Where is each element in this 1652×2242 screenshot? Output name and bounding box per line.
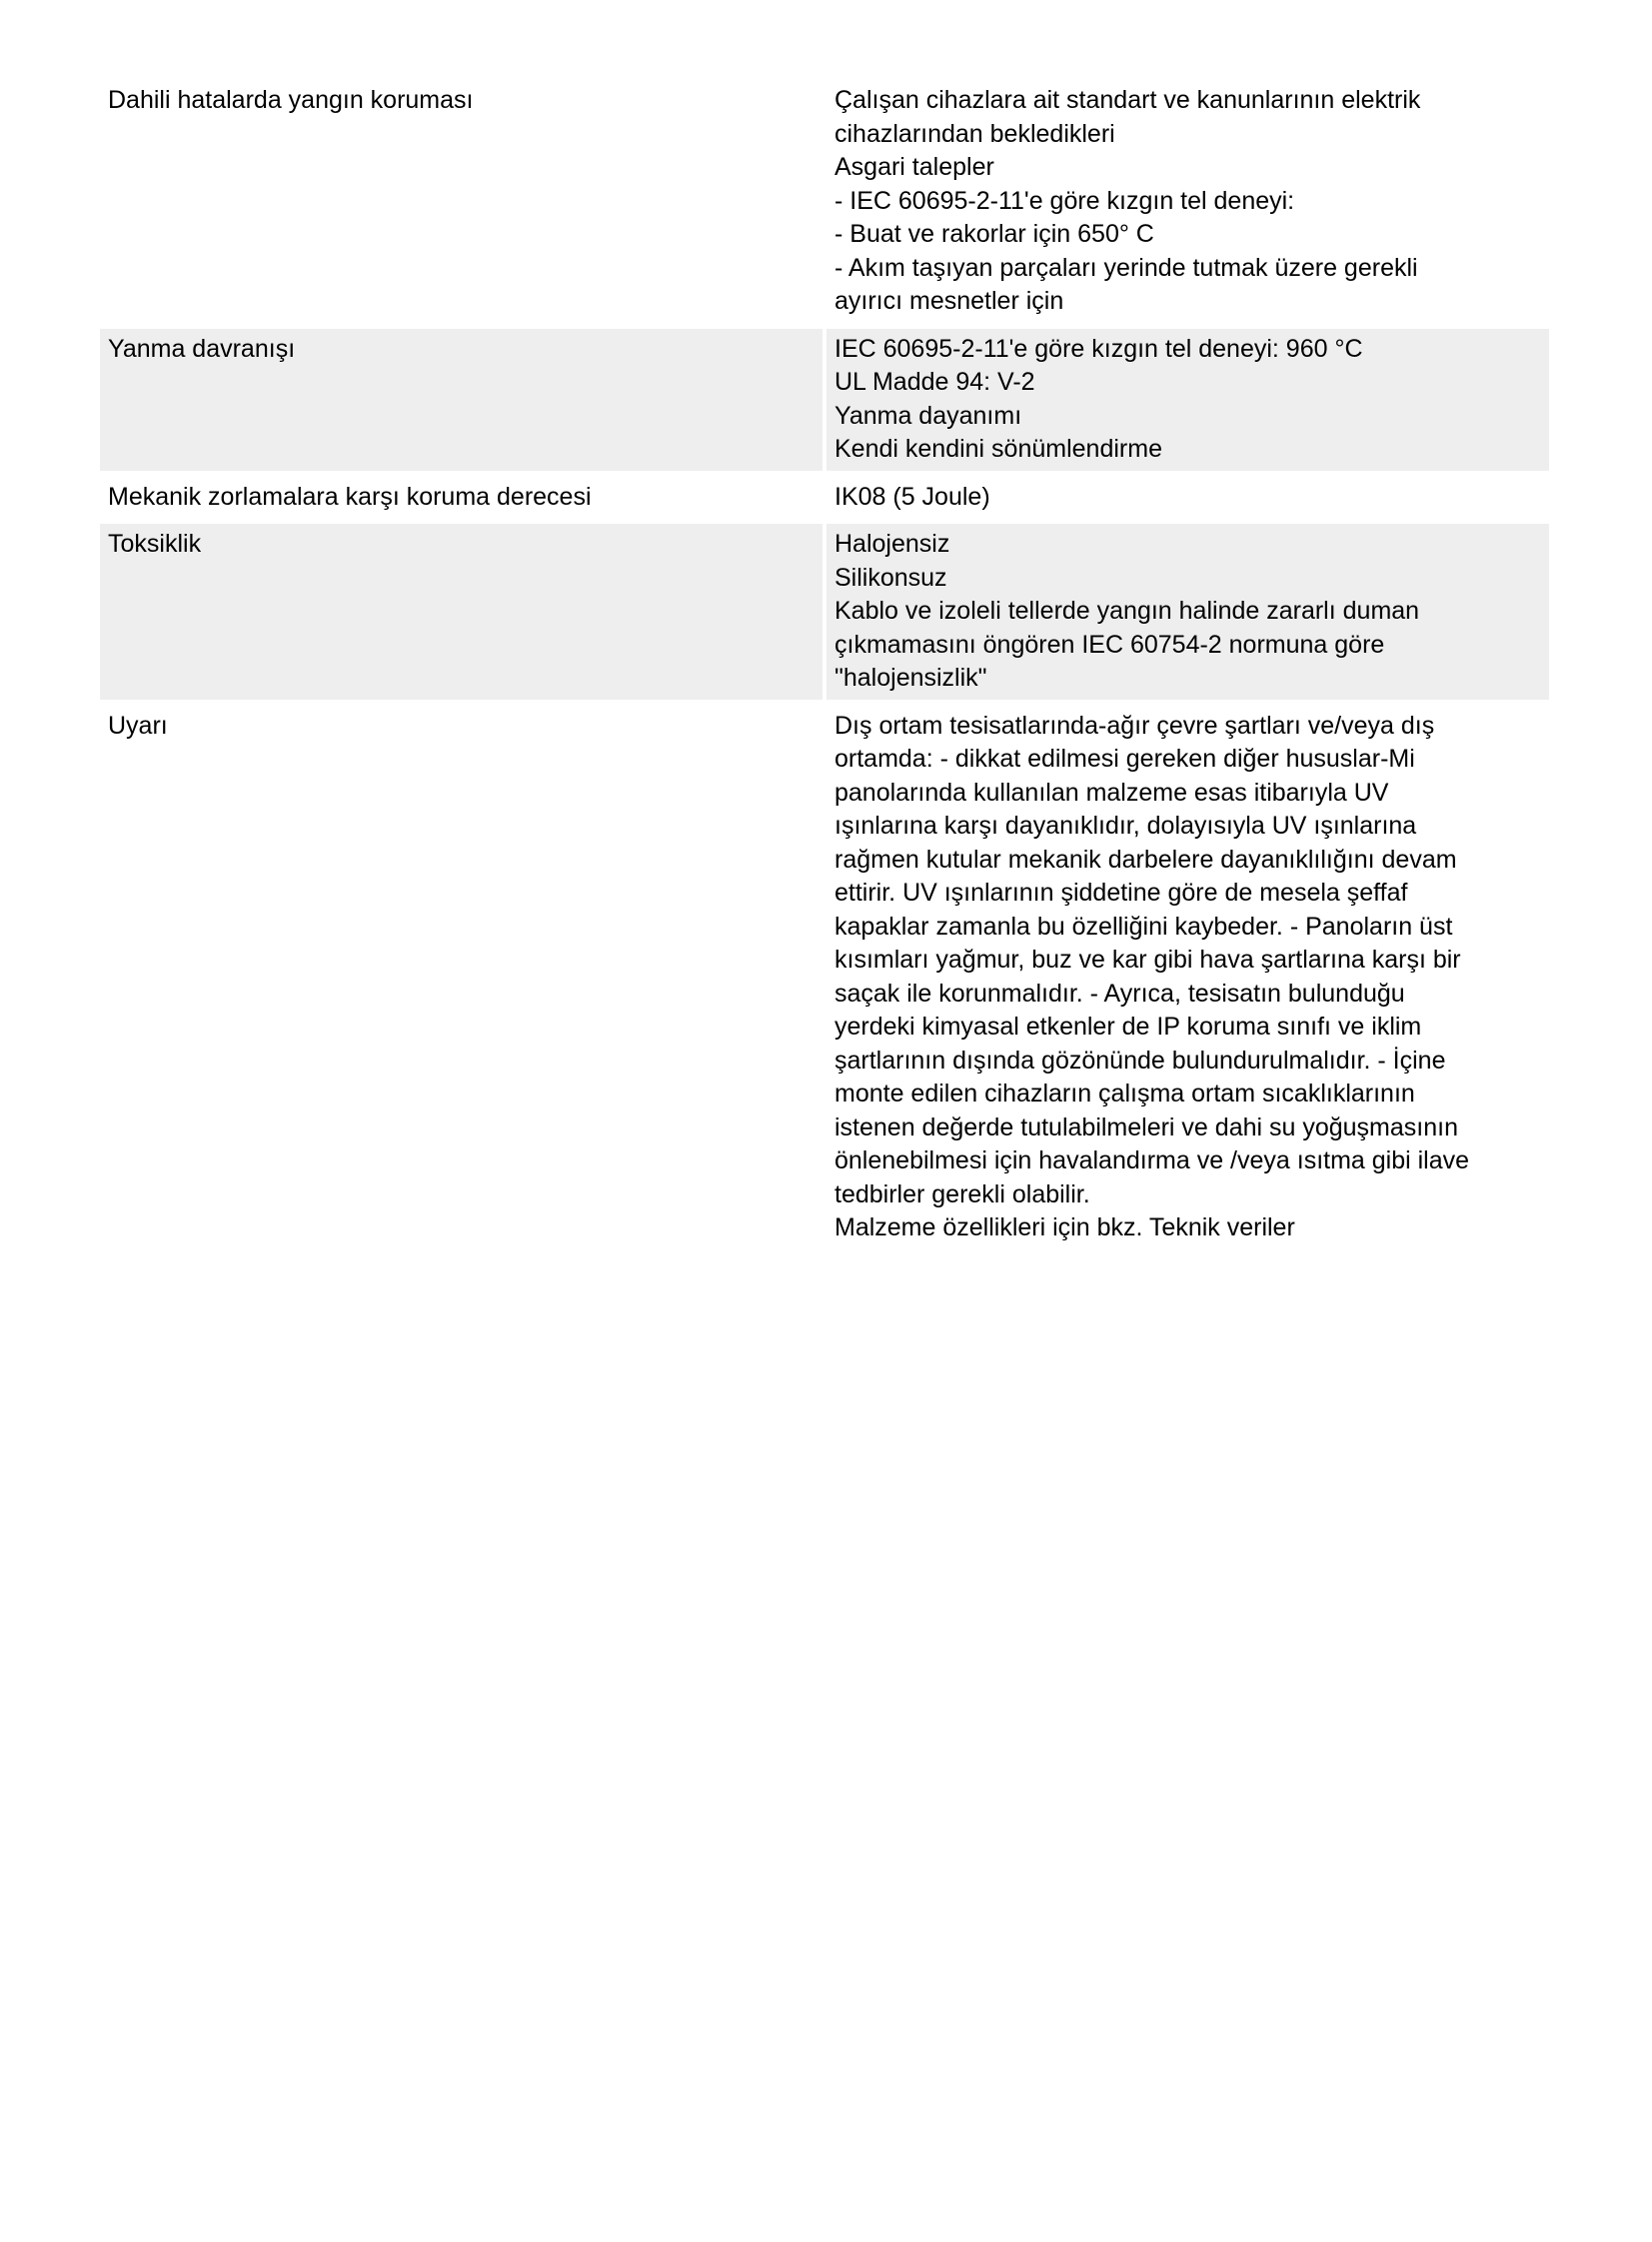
spec-value-line: Halojensiz bbox=[834, 530, 950, 558]
spec-value-line: Asgari talepler bbox=[834, 153, 994, 181]
spec-value-line: Yanma dayanımı bbox=[834, 401, 1022, 430]
spec-label: Mekanik zorlamalara karşı koruma derecesi bbox=[108, 482, 592, 511]
spec-label: Yanma davranışı bbox=[100, 329, 823, 471]
spec-value-line: önlenebilmesi için havalandırma ve /veya ısıtma gibi ilave bbox=[834, 1146, 1470, 1174]
spec-value-line: Silikonsuz bbox=[834, 563, 947, 592]
spec-value-line: Kablo ve izoleli tellerde yangın halinde zararlı duman bbox=[834, 597, 1420, 625]
spec-value-line: Çalışan cihazlara ait standart ve kanunlarının elektrik bbox=[834, 86, 1421, 114]
spec-value bbox=[826, 706, 1549, 1249]
spec-value-line: ortamda: - dikkat edilmesi gereken diğer hususlar-Mi bbox=[834, 745, 1415, 773]
spec-value bbox=[826, 477, 1549, 519]
spec-value-line: kapaklar zamanla bu özelliğini kaybeder. - Panoların üst bbox=[834, 912, 1453, 941]
spec-table bbox=[100, 80, 1549, 1249]
spec-value-line: IEC 60695-2-11'e göre kızgın tel deneyi: 960 °C bbox=[834, 334, 1363, 363]
spec-value-line: "halojensizlik" bbox=[834, 664, 987, 692]
spec-row-burning-behavior bbox=[100, 329, 1549, 471]
spec-row-warning bbox=[100, 706, 1549, 1249]
spec-row-toxicity bbox=[100, 524, 1549, 700]
spec-value-line: ışınlarına karşı dayanıklıdır, dolayısıyla UV ışınlarına bbox=[834, 812, 1417, 840]
spec-value-line: Malzeme özellikleri için bkz. Teknik veriler bbox=[834, 1213, 1295, 1241]
spec-value bbox=[826, 80, 1549, 323]
spec-value-line: ayırıcı mesnetler için bbox=[834, 287, 1064, 315]
spec-value-line: rağmen kutular mekanik darbelere dayanıklılığını devam bbox=[834, 845, 1457, 874]
spec-value-line: saçak ile korunmalıdır. - Ayrıca, tesisatın bulunduğu bbox=[834, 979, 1405, 1008]
spec-value-line: tedbirler gerekli olabilir. bbox=[834, 1179, 1090, 1208]
spec-label: Uyarı bbox=[108, 711, 168, 740]
spec-value bbox=[826, 329, 1549, 471]
spec-value-line: kısımları yağmur, buz ve kar gibi hava şartlarına karşı bir bbox=[834, 946, 1461, 974]
spec-value-line: cihazlarından bekledikleri bbox=[834, 119, 1115, 148]
spec-value-line: şartlarının dışında gözönünde bulundurulmalıdır. - İçine bbox=[834, 1046, 1446, 1075]
spec-value-line: yerdeki kimyasal etkenler de IP koruma sınıfı ve iklim bbox=[834, 1013, 1422, 1041]
spec-value-line: istenen değerde tutulabilmeleri ve dahi su yoğuşmasının bbox=[834, 1113, 1458, 1141]
spec-value-line: panolarında kullanılan malzeme esas itibarıyla UV bbox=[834, 778, 1389, 807]
spec-value-line: - IEC 60695-2-11'e göre kızgın tel deneyi: bbox=[834, 186, 1295, 215]
spec-value-line: Kendi kendini sönümlendirme bbox=[834, 435, 1162, 463]
spec-label: Toksiklik bbox=[100, 524, 823, 700]
spec-value-line: - Akım taşıyan parçaları yerinde tutmak üzere gerekli bbox=[834, 253, 1418, 282]
spec-value-line: monte edilen cihazların çalışma ortam sıcaklıklarının bbox=[834, 1080, 1415, 1108]
spec-value-line: IK08 (5 Joule) bbox=[834, 482, 990, 511]
spec-value-line: ettirir. UV ışınlarının şiddetine göre de mesela şeffaf bbox=[834, 879, 1408, 907]
spec-value bbox=[826, 524, 1549, 700]
spec-row-fire-protection bbox=[100, 80, 1549, 323]
spec-value-line: Dış ortam tesisatlarında-ağır çevre şartları ve/veya dış bbox=[834, 711, 1435, 740]
spec-value-line: UL Madde 94: V-2 bbox=[834, 368, 1035, 396]
spec-label: Dahili hatalarda yangın koruması bbox=[108, 86, 474, 114]
spec-row-impact-protection bbox=[100, 477, 1549, 519]
spec-value-line: - Buat ve rakorlar için 650° C bbox=[834, 220, 1154, 248]
spec-value-line: çıkmamasını öngören IEC 60754-2 normuna göre bbox=[834, 630, 1385, 659]
